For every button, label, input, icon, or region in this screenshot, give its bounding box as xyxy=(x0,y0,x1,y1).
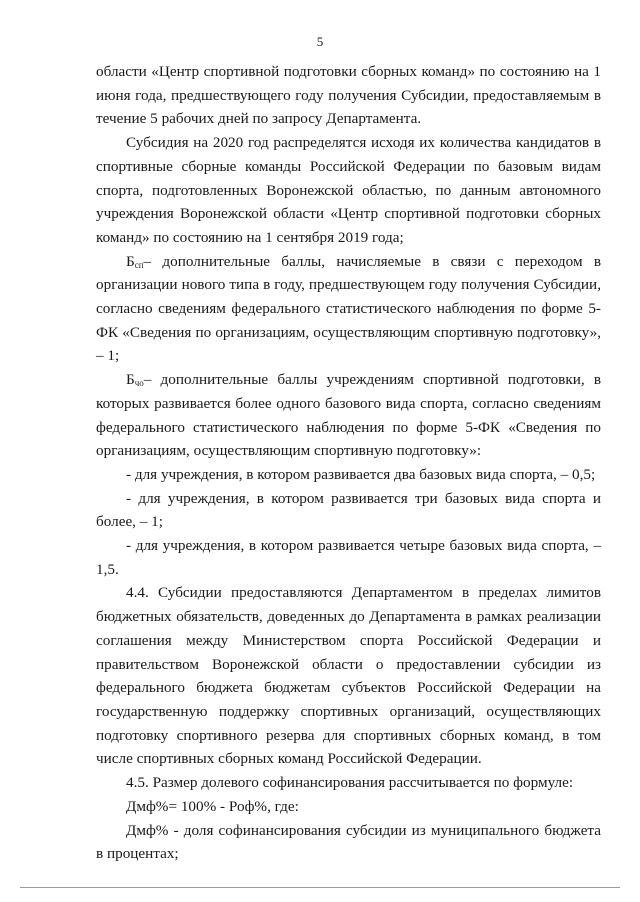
document-body xyxy=(96,60,601,866)
paragraph-bcho xyxy=(96,368,601,463)
subscript-sp: сп xyxy=(134,259,144,270)
list-item-four-sports: - для учреждения, в котором развивается четыре базовых вида спорта, – 1,5. xyxy=(96,537,601,578)
subscript-cho: чо xyxy=(134,378,144,389)
page-number: 5 xyxy=(316,34,324,49)
paragraph-bcho-text: – дополнительные баллы учреждениям спортивной подготовки, в которых развивается более одного базового вида спорта, согласно сведениям федерального статистического наблюдения по форме 5-ФК «Сведения по организациям, осуществляющим спортивную подготовку»: xyxy=(96,371,601,460)
list-item-three-sports: - для учреждения, в котором развивается три базовых вида спорта и более, – 1; xyxy=(96,489,601,531)
footer-divider xyxy=(20,887,620,888)
paragraph-2: Субсидия на 2020 год распределятся исходя их количества кандидатов в спортивные сборные команды Российской Федерации по базовым видам спорта, подготовленных Воронежской областью, по данным автономного учреждения Воронежской области «Центр спортивной подготовки сборных команд» по состоянию на 1 сентября 2019 года; xyxy=(96,134,601,246)
paragraph-4-5: 4.5. Размер долевого софинансирования рассчитывается по формуле: xyxy=(126,774,574,792)
paragraph-4-4: 4.4. Субсидии предоставляются Департаментом в пределах лимитов бюджетных обязательств, доведенных до Департамента в рамках реализации соглашения между Министерством спорта Российской Федерации и правительством Воронежской области о предоставлении субсидии из федерального бюджета бюджетам субъектов Российской Федерации на государственную поддержку спортивных организаций, осуществляющих подготовку спортивного резерва для спортивных сборных команд, в том числе спортивных сборных команд Российской Федерации. xyxy=(96,584,601,768)
paragraph-1: области «Центр спортивной подготовки сборных команд» по состоянию на 1 июня года, предшествующего году получения Субсидии, предоставляемым в течение 5 рабочих дней по запросу Департамента. xyxy=(96,63,601,128)
paragraph-bsp-text: – дополнительные баллы, начисляемые в связи с переходом в организации нового типа в году, предшествующем году получения Субсидии, согласно сведениям федерального статистического наблюдения по форме 5-ФК «Сведения по организациям, осуществляющим спортивную подготовку», – 1; xyxy=(96,252,601,365)
symbol-b: Б xyxy=(126,252,135,270)
formula-definition: Дмф% - доля софинансирования субсидии из муниципального бюджета в процентах; xyxy=(96,821,601,863)
list-item-two-sports: - для учреждения, в котором развивается два базовых вида спорта, – 0,5; xyxy=(126,465,596,483)
formula: Дмф%= 100% - Роф%, где: xyxy=(126,797,299,815)
paragraph-bsp xyxy=(96,250,601,369)
symbol-b: Б xyxy=(126,371,135,389)
